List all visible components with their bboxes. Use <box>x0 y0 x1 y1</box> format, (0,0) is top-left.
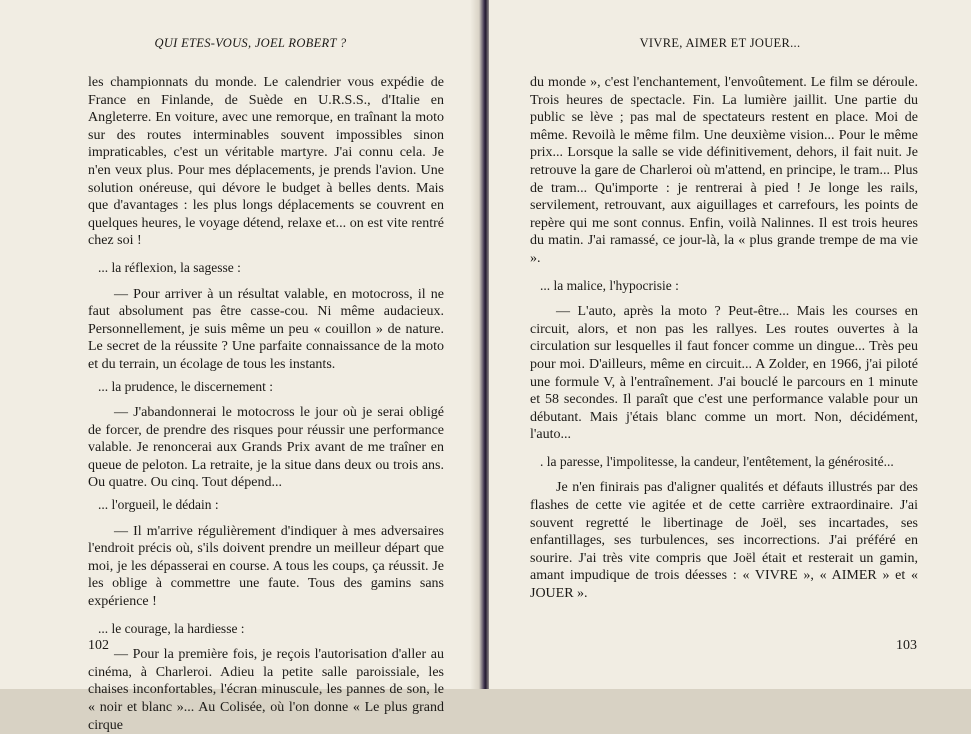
paragraph: les championnats du monde. Le calendrier vous expédie de France en Finlande, de Suède en U.R.S.S., d'Italie en Angleterre. En voiture, avec une remorque, en traînant la moto sur des routes interminables souvent impossibles sinon impraticables, c'est un véritable martyre. J'ai connu cela. Je n'en veux plus. Pour mes déplacements, je prends l'avion. Une solution onéreuse, qui dévore le budget à belles dents. Mais que d'avantages : les plus longs déplacements se couvrent en quelques heures, le voyage détend, relaxe et... on est vite rentré chez soi ! <box>88 75 444 249</box>
right-page-body <box>530 74 918 603</box>
paragraph-lead: ... le courage, la hardiesse : <box>98 620 245 636</box>
paragraph: Je n'en finirais pas d'aligner qualités et défauts illustrés par des flashes de cette vie agitée et de cette carrière extraordinaire. J'ai souvent regretté le libertinage de Joël, ses incartades, ses enfantillages, ses turbulences, ses incorrections. J'ai préféré en sourire. J'ai très vite compris que Joël était et resterait un gamin, amant impudique de trois déesses : « VIVRE », « AIMER » et « JOUER ». <box>530 480 918 602</box>
running-head-left: QUI ETES-VOUS, JOEL ROBERT ? <box>154 36 347 50</box>
paragraph-lead: ... la prudence, le discernement : <box>98 378 274 394</box>
page-number-left: 102 <box>88 638 109 653</box>
paragraph: — Il m'arrive régulièrement d'indiquer à mes adversaires l'endroit précis où, s'ils doivent prendre un meilleur départ que moi, je les dépasserai en course. A tous les coups, ça réussit. Je les oblige à commettre une faute. Tous des gamins sans expérience ! <box>88 523 444 610</box>
paragraph-lead: . la paresse, l'impolitesse, la candeur, l'entêtement, la générosité... <box>540 453 894 469</box>
left-page-body <box>88 74 444 734</box>
paragraph-lead: ... l'orgueil, le dédain : <box>98 497 219 513</box>
left-page <box>0 0 481 733</box>
paragraph: du monde », c'est l'enchantement, l'envoûtement. Le film se déroule. Trois heures de spectacle. Fin. La lumière jaillit. Une partie du public se lève ; pas mal de spectateurs restent en place. Moi de même. Revoilà le même film. Une deuxième vision... Pour le même prix... Lorsque la salle se vide définitivement, dehors, il fait nuit. Je retrouve la gare de Charleroi où m'attend, en principe, le tram... Plus de tram... Qu'importe : je rentrerai à pied ! Je longe les rails, servilement, retrouvant, aux aiguillages et carrefours, les points de repère qui me sont connus. Enfin, voilà Nalinnes. Il est trois heures du matin. J'ai ramassé, ce jour-là, la « plus grande trempe de ma vie ». <box>530 75 918 266</box>
paragraph-lead: ... la réflexion, la sagesse : <box>98 259 241 275</box>
paragraph: — Pour arriver à un résultat valable, en motocross, il ne faut absolument pas être casse-cou. Ni même audacieux. Personnellement, je suis même un peu « couillon » de nature. Le secret de la réussite ? Une parfaite connaissance de la moto et du terrain, un écolage de tous les instants. <box>88 286 444 372</box>
paragraph: — J'abandonnerai le motocross le jour où je serai obligé de forcer, de prendre des risques pour réussir une performance valable. Je renoncerai aux Grands Prix avant de me traîner en queue de peloton. La retraite, je la situe dans deux ou trois ans. Ou quatre. Ou cinq. Tout dépend... <box>88 405 444 491</box>
paragraph-lead: ... la malice, l'hypocrisie : <box>540 277 679 293</box>
page-number-right: 103 <box>896 638 917 653</box>
running-head-right: VIVRE, AIMER ET JOUER... <box>639 36 801 50</box>
paragraph: — Pour la première fois, je reçois l'autorisation d'aller au cinéma, à Charleroi. Adieu la petite salle paroissiale, les chaises inconfortables, l'écran minuscule, les pannes de son, le « noir et blanc »... Au Colisée, où l'on donne « Le plus grand cirque <box>88 647 444 733</box>
paragraph: — L'auto, après la moto ? Peut-être... Mais les courses en circuit, alors, et non pas les rallyes. Les routes ouvertes à la circulation sur lesquelles il faut foncer comme un dingue... Très peu pour moi. D'ailleurs, même en circuit... A Zolder, en 1966, j'ai piloté une formule V, à l'entraînement. J'ai bouclé le parcours en 1 minute et 58 secondes. Il paraît que c'est une performance valable pour un débutant. Mais j'étais blanc comme un mort. Non, décidément, l'auto... <box>530 304 918 443</box>
right-page <box>489 0 971 689</box>
